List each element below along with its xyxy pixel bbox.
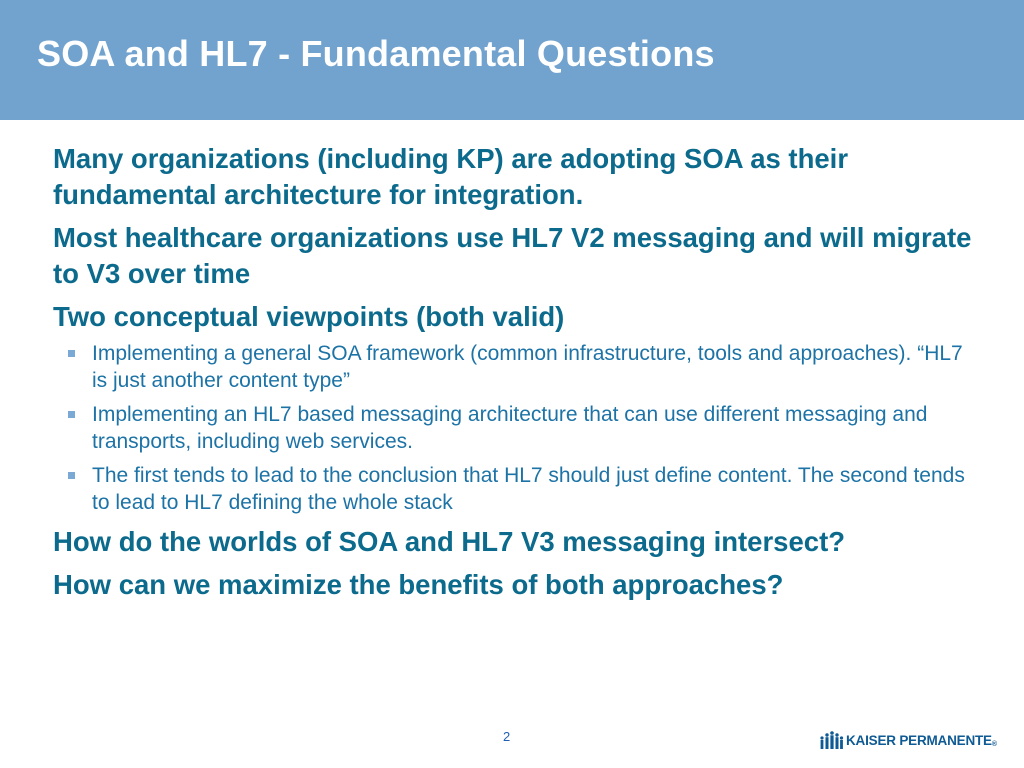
slide-body — [53, 141, 983, 610]
bullet-hl7-v2-messaging: Most healthcare organizations use HL7 V2 messaging and will migrate to V3 over time — [53, 222, 972, 289]
sub-bullet-hl7-architecture — [53, 401, 983, 455]
slide-title: SOA and HL7 - Fundamental Questions — [37, 33, 715, 74]
title-bar — [0, 0, 1024, 120]
kaiser-permanente-logo — [818, 729, 997, 751]
sub-bullet-text: The first tends to lead to the conclusion that HL7 should just define content. The second tends to lead to HL7 defining the whole stack — [92, 464, 965, 514]
logo-text: KAISER PERMANENTE® — [846, 732, 997, 748]
bullet-two-viewpoints: Two conceptual viewpoints (both valid) — [53, 301, 565, 332]
square-bullet-icon — [68, 411, 75, 418]
sub-bullet-conclusion — [53, 462, 983, 516]
sub-bullet-text: Implementing an HL7 based messaging architecture that can use different messaging and transports, including web services. — [92, 403, 928, 453]
sub-bullet-soa-framework — [53, 340, 983, 394]
kaiser-permanente-people-icon — [818, 729, 844, 751]
page-number: 2 — [503, 729, 511, 744]
bullet-adopting-soa: Many organizations (including KP) are adopting SOA as their fundamental architecture for integration. — [53, 143, 849, 210]
bullet-worlds-intersect: How do the worlds of SOA and HL7 V3 messaging intersect? — [53, 526, 846, 557]
sub-bullet-list — [53, 340, 983, 516]
sub-bullet-text: Implementing a general SOA framework (common infrastructure, tools and approaches). “HL7 is just another content type” — [92, 342, 963, 392]
square-bullet-icon — [68, 350, 75, 357]
bullet-maximize-benefits: How can we maximize the benefits of both approaches? — [53, 569, 784, 600]
square-bullet-icon — [68, 472, 75, 479]
